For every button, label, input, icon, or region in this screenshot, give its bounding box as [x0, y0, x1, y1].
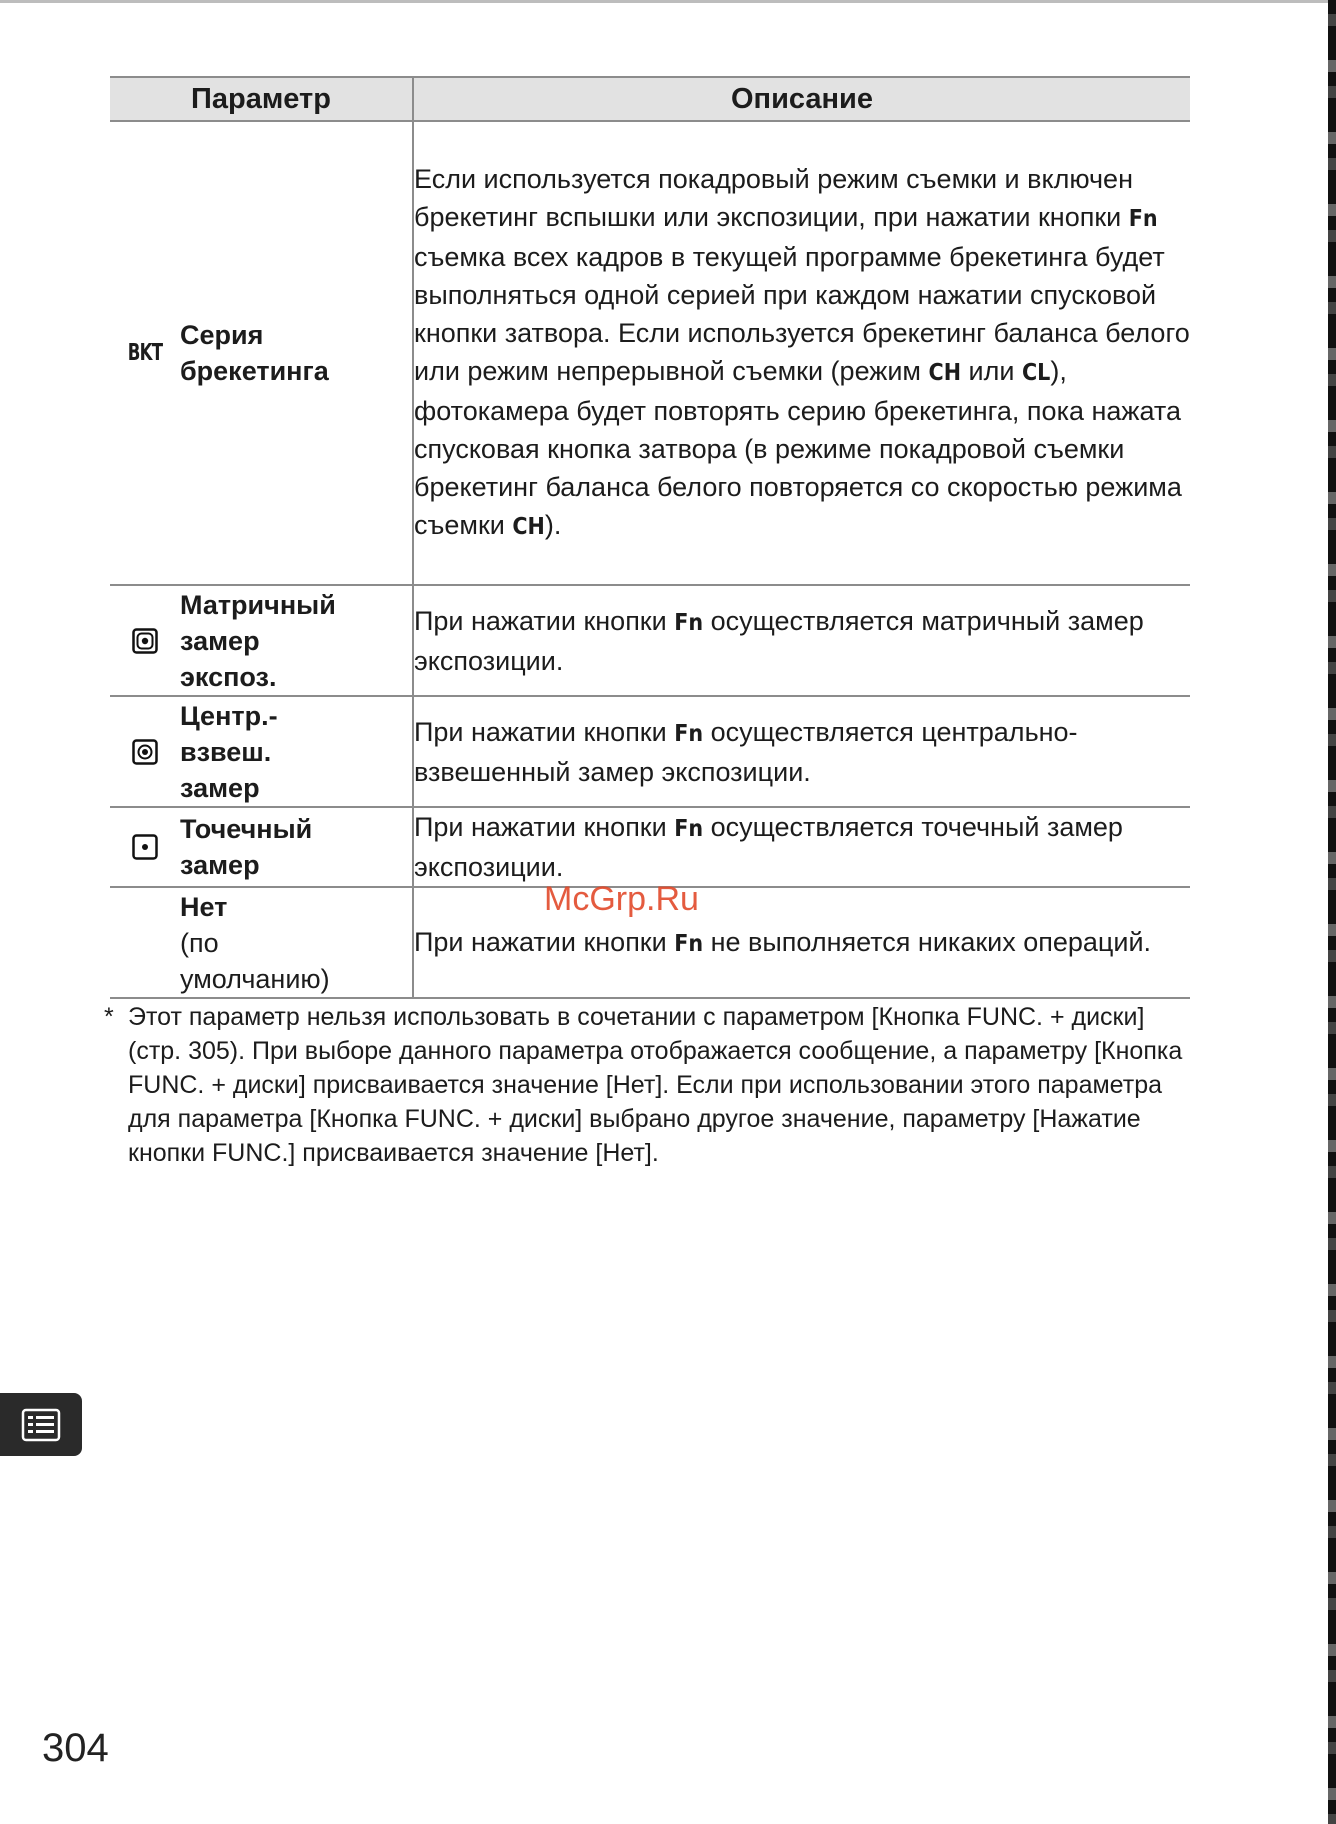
param-name: Нет (по умолчанию): [180, 891, 330, 994]
table-row: [110, 585, 1190, 696]
param-cell: [110, 807, 413, 887]
ch-mode-ref: CH: [928, 360, 962, 386]
page-binding-edge: [1328, 0, 1336, 1824]
param-name: Серия брекетинга: [180, 320, 329, 386]
fn-button-ref: Fn: [674, 609, 704, 636]
param-name: Матричный замер экспоз.: [180, 589, 336, 692]
param-cell: [110, 887, 413, 998]
param-cell: [110, 585, 413, 696]
desc-cell: При нажатии кнопки Fn осуществляется точечный замер экспозиции.: [413, 807, 1190, 887]
ch-mode-ref: CH: [512, 514, 545, 540]
spot-metering-icon: [132, 834, 158, 860]
footnote-text: Этот параметр нельзя использовать в сочетании с параметром [Кнопка FUNC. + диски] (стр. 305). При выборе данного параметра отображается сообщение, а параметру [Кнопка FUNC. + диски] присваивается значение [Нет]. Если при использовании этого параметра для параметра [Кнопка FUNC. + диски] выбрано другое значение, параметру [Нажатие кнопки FUNC.] присваивается значение [Нет].: [128, 1003, 1183, 1167]
desc-cell: При нажатии кнопки Fn осуществляется центрально-взвешенный замер экспозиции.: [413, 696, 1190, 807]
param-cell: [110, 696, 413, 807]
param-name: Точечный замер: [180, 814, 313, 880]
fn-button-ref: Fn: [674, 720, 704, 747]
footnote-marker: *: [104, 1003, 114, 1031]
param-name: Центр.- взвеш. замер: [180, 700, 278, 803]
page-top-edge: [0, 0, 1336, 3]
desc-cell: При нажатии кнопки Fn осуществляется матричный замер экспозиции.: [413, 585, 1190, 696]
bkt-icon: BKT: [127, 340, 163, 366]
header-description: Описание: [413, 77, 1190, 121]
section-tab-marker: [0, 1393, 82, 1456]
table-header-row: [110, 77, 1190, 121]
table-row: [110, 121, 1190, 585]
fn-button-ref: Fn: [1128, 206, 1158, 232]
cl-mode-ref: CL: [1021, 360, 1051, 386]
desc-cell: При нажатии кнопки Fn не выполняется никаких операций.: [413, 887, 1190, 998]
menu-list-icon: [21, 1408, 61, 1442]
page-number: 304: [42, 1726, 109, 1770]
desc-cell: Если используется покадровый режим съемки и включен брекетинг вспышки или экспозиции, при нажатии кнопки Fn съемка всех кадров в текущей программе брекетинга будет выполняться одной серией при каждом нажатии спусковой кнопки затвора. Если используется брекетинг баланса белого или режим непрерывной съемки (режим CH или CL), фотокамера будет повторять серию брекетинга, пока нажата спусковая кнопка затвора (в режиме покадровой съемки брекетинг баланса белого повторяется со скоростью режима съемки CH).: [413, 121, 1190, 585]
param-cell: [110, 121, 413, 585]
fn-button-ref: Fn: [674, 816, 704, 842]
parameter-table: [110, 76, 1190, 999]
table-row: [110, 807, 1190, 887]
table-row: [110, 696, 1190, 807]
header-parameter: Параметр: [110, 77, 413, 121]
fn-button-ref: Fn: [674, 930, 704, 957]
center-weighted-metering-icon: [132, 739, 158, 765]
watermark: McGrp.Ru: [544, 880, 699, 918]
footnote: [104, 1000, 1194, 1170]
matrix-metering-icon: [132, 628, 158, 654]
